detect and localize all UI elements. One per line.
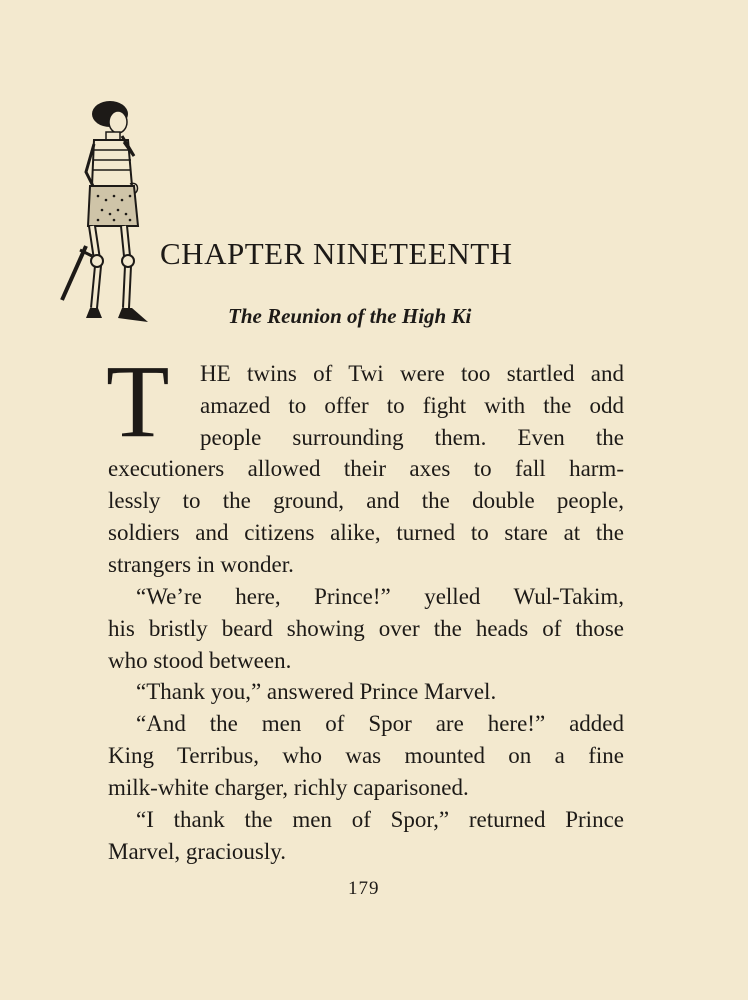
text-line: his bristly beard showing over the heads of those [108,616,624,641]
text-line: who stood between. [108,648,292,673]
text-line: soldiers and citizens alike, turned to stare at the [108,520,624,545]
text-line: King Terribus, who was mounted on a fine [108,743,624,768]
text-line: amazed to offer to fight with the odd [200,393,624,418]
chapter-title: CHAPTER NINETEENTH [160,236,513,271]
chapter-subtitle: The Reunion of the High Ki [228,304,472,328]
text-line: milk-white charger, richly caparisoned. [108,775,469,800]
text-line: strangers in wonder. [108,552,294,577]
drop-cap: T [106,344,170,459]
text-line: “I thank the men of Spor,” returned Prince [136,807,624,832]
text-line: lessly to the ground, and the double people, [108,488,624,513]
page-number: 179 [348,878,380,899]
text-line: “And the men of Spor are here!” added [136,711,624,736]
text-line: HE twins of Twi were too startled and [200,361,624,386]
text-line: people surrounding them. Even the [200,425,624,450]
text-line: executioners allowed their axes to fall harm- [108,456,624,481]
text-line: Marvel, graciously. [108,839,286,864]
text-line: “We’re here, Prince!” yelled Wul-Takim, [136,584,624,609]
text-line: “Thank you,” answered Prince Marvel. [136,679,497,704]
knight-illustration [58,96,154,332]
